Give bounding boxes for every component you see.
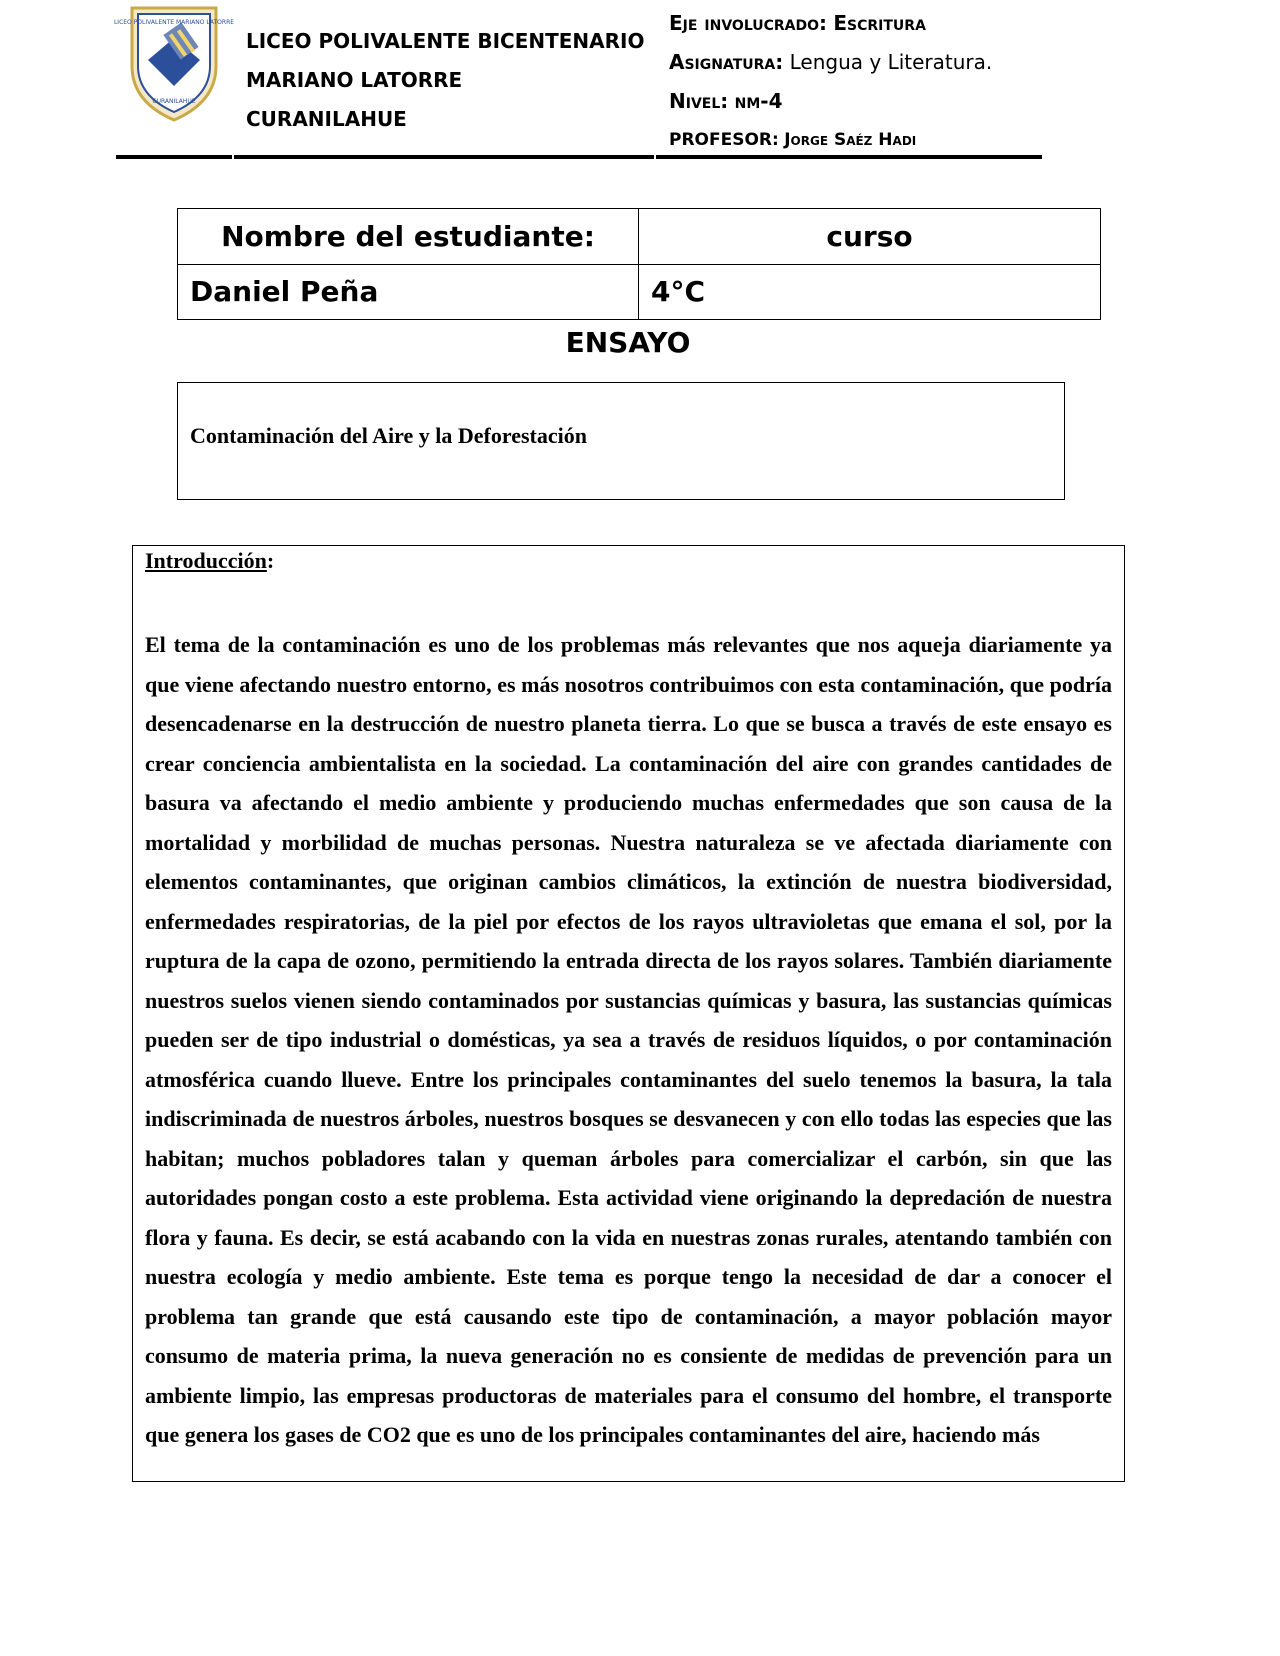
meta-nivel-label: Nivel: (669, 89, 729, 113)
school-name-line-2: MARIANO LATORRE (246, 68, 463, 92)
meta-eje-value: Escritura (833, 11, 926, 35)
essay-box (132, 545, 1125, 1482)
intro-heading-suffix: : (266, 548, 275, 573)
student-table-header-row (178, 209, 1101, 265)
essay-topic: Contaminación del Aire y la Deforestación (190, 423, 587, 448)
crest-text-bottom: CURANILAHUE (152, 98, 196, 105)
crest-text-top: LICEO POLIVALENTE MARIANO LATORRE (113, 19, 235, 26)
student-name-value: Daniel Peña (178, 264, 639, 320)
document-type-title: ENSAYO (565, 326, 691, 359)
meta-eje (669, 6, 992, 45)
meta-asignatura-value: Lengua y Literatura. (789, 50, 993, 74)
student-table-data-row (178, 264, 1101, 320)
meta-nivel (669, 84, 992, 123)
student-course-header: curso (639, 209, 1101, 265)
meta-nivel-value: nm-4 (734, 89, 783, 113)
school-name-line-3: CURANILAHUE (246, 107, 407, 131)
meta-profesor-value: Jorge Saéz Hadi (784, 130, 917, 150)
school-name (246, 22, 644, 139)
student-course-value: 4°C (639, 264, 1101, 320)
meta-asignatura-label: Asignatura: (669, 50, 784, 74)
header-divider (116, 155, 1042, 159)
intro-heading-label: Introducción (145, 548, 267, 573)
course-metadata (669, 6, 992, 162)
essay-body-text: El tema de la contaminación es uno de los problemas más relevantes que nos aqueja diariamente ya que viene afectando nuestro entorno, es más nosotros contribuimos con esta contaminación, que podría desencadenarse en la destrucción de nuestro planeta tierra. Lo que se busca a través de este ensayo es crear conciencia ambientalista en la sociedad. La contaminación del aire con grandes cantidades de basura va afectando el medio ambiente y produciendo muchas enfermedades que son causa de la mortalidad y morbilidad de muchas personas. Nuestra naturaleza se ve afectada diariamente con elementos contaminantes, que originan cambios climáticos, la extinción de nuestra biodiversidad, enfermedades respiratorias, de la piel por efectos de los rayos ultravioletas que emana el sol, por la ruptura de la capa de ozono, permitiendo la entrada directa de los rayos solares. También diariamente nuestros suelos vienen siendo contaminados por sustancias químicas y basura, las sustancias químicas pueden ser de tipo industrial o domésticas, ya sea a través de residuos líquidos, o por contaminación atmosférica cuando llueve. Entre los principales contaminantes del suelo tenemos la basura, la tala indiscriminada de nuestros árboles, nuestros bosques se desvanecen y con ello todas las especies que las habitan; muchos pobladores talan y queman árboles para comercializar el carbón, sin que las autoridades pongan costo a este problema. Esta actividad viene originando la depredación de nuestra flora y fauna. Es decir, se está acabando con la vida en nuestras zonas rurales, atentando también con nuestra ecología y medio ambiente. Este tema es porque tengo la necesidad de dar a conocer el problema tan grande que está causando este tipo de contaminación, a mayor población mayor consumo de materia prima, la nueva generación no es consiente de medidas de prevención para un ambiente limpio, las empresas productoras de materiales para el consumo del hombre, el transporte que genera los gases de CO2 que es uno de los principales contaminantes del aire, haciendo más (145, 632, 1112, 1447)
student-info-table (177, 208, 1101, 320)
intro-heading (145, 547, 1112, 574)
essay-topic-box (177, 382, 1065, 500)
school-crest-icon (113, 4, 235, 124)
meta-profesor-label: PROFESOR: (669, 130, 779, 150)
meta-asignatura (669, 45, 992, 84)
meta-eje-label: Eje involucrado: (669, 11, 828, 35)
school-crest-logo (113, 4, 235, 124)
student-name-header: Nombre del estudiante: (178, 209, 639, 265)
school-name-line-1: LICEO POLIVALENTE BICENTENARIO (246, 29, 645, 53)
